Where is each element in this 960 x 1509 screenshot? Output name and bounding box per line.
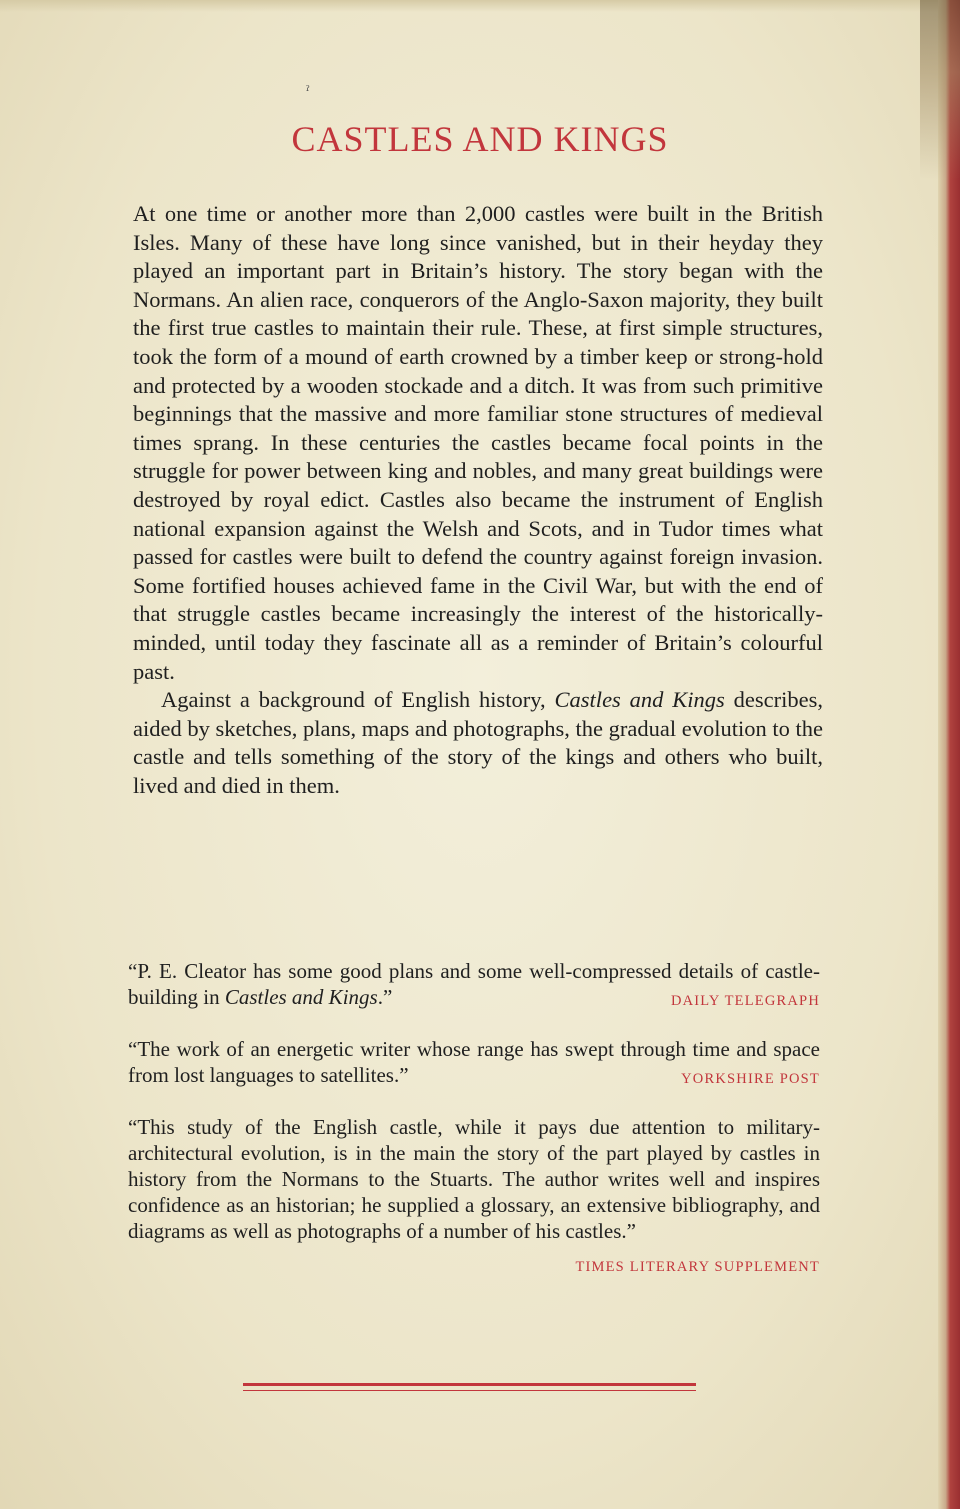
page-title: CASTLES AND KINGS [291,119,669,159]
review-times-literary-supplement [128,1114,820,1280]
ink-speck: ˀ [306,84,310,100]
press-reviews [128,958,820,1306]
review-source: YORKSHIRE POST [681,1071,820,1087]
book-title-italic: Castles and Kings [554,687,725,713]
review-quote: “P. E. Cleator has some good plans and some well-compressed details of castle-building in [128,959,820,1009]
review-quote: “The work of an energetic writer whose range has swept through time and space from lost languages to satellites.” [128,1037,820,1087]
description-paragraph-2 [133,686,823,800]
review-quote-end: .” [377,985,393,1009]
paragraph-2-rest: describes, aided by sketches, plans, maps and photographs, the gradual evolution to the castle and tells something of the story of the kings and others who built, lived and died in them. [133,687,824,798]
book-description [133,200,823,800]
review-quote: “This study of the English castle, while it pays due attention to military-architectural evolution, is in the main the story of the part played by castles in history from the Normans to the Stuarts. The author writes well and inspires confidence as an historian; he supplied a glossary, an extensive bibliography, and diagrams as well as photographs of a number of his castles.” [128,1115,820,1243]
spine-edge [938,0,960,1509]
decorative-rule-thick [243,1383,696,1386]
review-yorkshire-post [128,1036,820,1088]
top-edge-wear [0,0,960,12]
paragraph-2-lead: Against a background of English history, [161,687,555,713]
review-book-title: Castles and Kings [224,985,378,1009]
review-source: DAILY TELEGRAPH [670,993,820,1009]
decorative-rule-thin [243,1390,696,1391]
description-paragraph-1: At one time or another more than 2,000 castles were built in the British Isles. Many of these have long since vanished, but in their heyday they played an important part in Britain’s history. The story began with the Normans. An alien race, conquerors of the Anglo-Saxon majority, they built the first true castles to maintain their rule. These, at first simple structures, took the form of a mound of earth crowned by a timber keep or strong-hold and protected by a wooden stockade and a ditch. It was from such primitive beginnings that the massive and more familiar stone structures of medieval times sprang. In these centuries the castles became focal points in the struggle for power between king and nobles, and many great buildings were destroyed by royal edict. Castles also became the instrument of English national expansion against the Welsh and Scots, and in Tudor times what passed for castles were built to defend the country against foreign invasion. Some fortified houses achieved fame in the Civil War, but with the end of that struggle castles became increasingly the interest of the historically-minded, until today they fascinate all as a reminder of Britain’s colourful past. [133,201,823,684]
review-source: TIMES LITERARY SUPPLEMENT [575,1259,820,1275]
review-daily-telegraph [128,958,820,1010]
